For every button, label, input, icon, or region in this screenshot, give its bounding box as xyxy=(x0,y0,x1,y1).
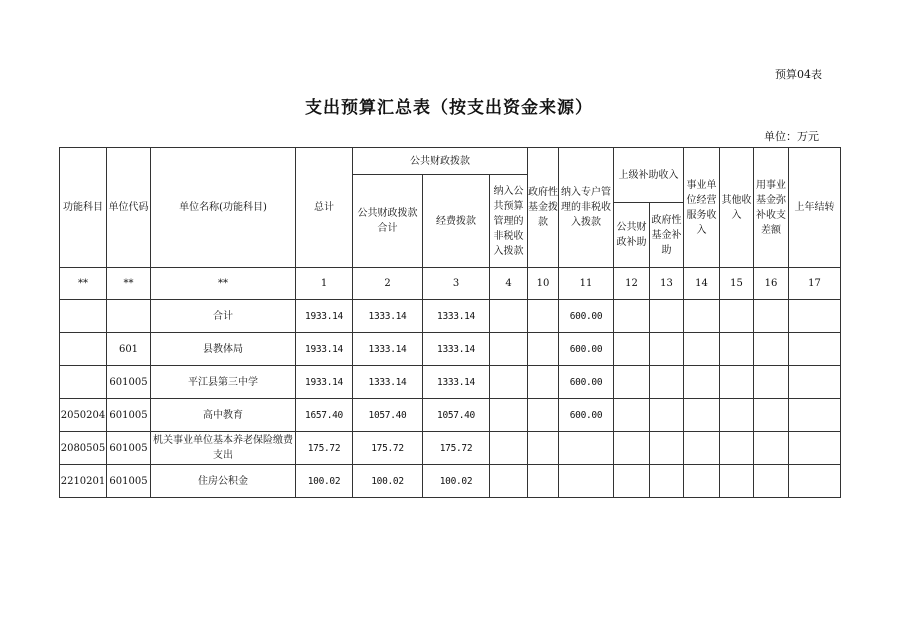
page-title: 支出预算汇总表（按支出资金来源） xyxy=(305,98,593,118)
cell-public-nontax xyxy=(490,333,528,366)
cell-upper-public xyxy=(614,399,650,432)
cell-unit-code: 601005 xyxy=(107,366,151,399)
cell-operating: 175.72 xyxy=(423,432,490,465)
cell-public-total: 1333.14 xyxy=(353,300,423,333)
cell-operating: 1057.40 xyxy=(423,399,490,432)
index-cell: 12 xyxy=(614,268,650,300)
header-public-group: 公共财政拨款 xyxy=(353,148,528,175)
cell-service xyxy=(684,399,720,432)
table-row xyxy=(60,465,841,498)
header-public-nontax: 纳入公共预算管理的非税收入拨款 xyxy=(490,175,528,268)
cell-upper-gov xyxy=(650,300,684,333)
cell-unit-name: 合计 xyxy=(151,300,296,333)
cell-other xyxy=(720,300,754,333)
table-row xyxy=(60,333,841,366)
cell-special-nontax xyxy=(559,465,614,498)
cell-gov-fund xyxy=(528,366,559,399)
cell-unit-name: 住房公积金 xyxy=(151,465,296,498)
cell-public-nontax xyxy=(490,465,528,498)
header-unit-name: 单位名称(功能科目) xyxy=(151,148,296,268)
header-service: 事业单位经营服务收入 xyxy=(684,148,720,268)
cell-service xyxy=(684,333,720,366)
cell-carryover xyxy=(789,333,841,366)
index-cell: ** xyxy=(151,268,296,300)
header-public-total: 公共财政拨款合计 xyxy=(353,175,423,268)
cell-func-code xyxy=(60,366,107,399)
cell-upper-public xyxy=(614,300,650,333)
cell-unit-code: 601005 xyxy=(107,399,151,432)
cell-total: 1933.14 xyxy=(296,333,353,366)
header-special-nontax: 纳入专户管理的非税收入拨款 xyxy=(559,148,614,268)
cell-service xyxy=(684,300,720,333)
cell-operating: 1333.14 xyxy=(423,366,490,399)
cell-fund-gap xyxy=(754,432,789,465)
cell-upper-gov xyxy=(650,432,684,465)
cell-upper-gov xyxy=(650,333,684,366)
cell-operating: 1333.14 xyxy=(423,333,490,366)
cell-other xyxy=(720,432,754,465)
cell-other xyxy=(720,399,754,432)
cell-total: 175.72 xyxy=(296,432,353,465)
header-fund-gap: 用事业基金弥补收支差额 xyxy=(754,148,789,268)
cell-unit-code: 601005 xyxy=(107,465,151,498)
cell-fund-gap xyxy=(754,399,789,432)
cell-public-total: 1333.14 xyxy=(353,366,423,399)
budget-table xyxy=(59,147,841,498)
index-cell: 17 xyxy=(789,268,841,300)
cell-special-nontax: 600.00 xyxy=(559,300,614,333)
header-operating: 经费拨款 xyxy=(423,175,490,268)
cell-public-nontax xyxy=(490,300,528,333)
cell-service xyxy=(684,465,720,498)
cell-special-nontax: 600.00 xyxy=(559,399,614,432)
unit-label: 单位：万元 xyxy=(764,130,819,143)
cell-fund-gap xyxy=(754,333,789,366)
cell-func-code: 2080505 xyxy=(60,432,107,465)
table-row xyxy=(60,300,841,333)
cell-carryover xyxy=(789,399,841,432)
cell-service xyxy=(684,366,720,399)
cell-special-nontax: 600.00 xyxy=(559,333,614,366)
header-unit-code: 单位代码 xyxy=(107,148,151,268)
cell-unit-code: 601005 xyxy=(107,432,151,465)
header-gov-fund: 政府性基金拨款 xyxy=(528,148,559,268)
cell-upper-gov xyxy=(650,465,684,498)
cell-public-total: 100.02 xyxy=(353,465,423,498)
cell-special-nontax xyxy=(559,432,614,465)
index-cell: 3 xyxy=(423,268,490,300)
cell-public-nontax xyxy=(490,432,528,465)
cell-public-nontax xyxy=(490,366,528,399)
cell-func-code: 2210201 xyxy=(60,465,107,498)
cell-carryover xyxy=(789,366,841,399)
cell-total: 100.02 xyxy=(296,465,353,498)
cell-upper-gov xyxy=(650,399,684,432)
cell-upper-public xyxy=(614,333,650,366)
table-row xyxy=(60,366,841,399)
index-cell: 14 xyxy=(684,268,720,300)
cell-upper-gov xyxy=(650,366,684,399)
index-cell: ** xyxy=(107,268,151,300)
cell-total: 1657.40 xyxy=(296,399,353,432)
cell-gov-fund xyxy=(528,333,559,366)
cell-unit-code xyxy=(107,300,151,333)
cell-func-code: 2050204 xyxy=(60,399,107,432)
index-cell: 4 xyxy=(490,268,528,300)
header-upper-public: 公共财政补助 xyxy=(614,203,650,268)
cell-service xyxy=(684,432,720,465)
index-cell: 16 xyxy=(754,268,789,300)
cell-fund-gap xyxy=(754,465,789,498)
cell-operating: 100.02 xyxy=(423,465,490,498)
cell-unit-name: 高中教育 xyxy=(151,399,296,432)
header-row-1 xyxy=(60,148,841,175)
cell-public-nontax xyxy=(490,399,528,432)
cell-upper-public xyxy=(614,432,650,465)
cell-public-total: 1057.40 xyxy=(353,399,423,432)
cell-total: 1933.14 xyxy=(296,366,353,399)
cell-gov-fund xyxy=(528,465,559,498)
header-carryover: 上年结转 xyxy=(789,148,841,268)
cell-operating: 1333.14 xyxy=(423,300,490,333)
header-upper-gov: 政府性基金补助 xyxy=(650,203,684,268)
header-upper-group: 上级补助收入 xyxy=(614,148,684,203)
cell-unit-name: 机关事业单位基本养老保险缴费支出 xyxy=(151,432,296,465)
cell-gov-fund xyxy=(528,432,559,465)
cell-other xyxy=(720,333,754,366)
form-number: 预算04表 xyxy=(775,68,822,81)
header-other: 其他收入 xyxy=(720,148,754,268)
header-func-code: 功能科目 xyxy=(60,148,107,268)
cell-carryover xyxy=(789,300,841,333)
cell-unit-code: 601 xyxy=(107,333,151,366)
cell-special-nontax: 600.00 xyxy=(559,366,614,399)
cell-gov-fund xyxy=(528,399,559,432)
index-cell: 13 xyxy=(650,268,684,300)
cell-fund-gap xyxy=(754,300,789,333)
cell-other xyxy=(720,465,754,498)
cell-public-total: 175.72 xyxy=(353,432,423,465)
index-cell: 10 xyxy=(528,268,559,300)
index-cell: 1 xyxy=(296,268,353,300)
cell-upper-public xyxy=(614,366,650,399)
cell-upper-public xyxy=(614,465,650,498)
cell-carryover xyxy=(789,465,841,498)
index-cell: 2 xyxy=(353,268,423,300)
cell-other xyxy=(720,366,754,399)
cell-fund-gap xyxy=(754,366,789,399)
cell-unit-name: 县教体局 xyxy=(151,333,296,366)
table-row xyxy=(60,432,841,465)
index-cell: ** xyxy=(60,268,107,300)
header-total: 总计 xyxy=(296,148,353,268)
cell-gov-fund xyxy=(528,300,559,333)
index-row xyxy=(60,268,841,300)
cell-unit-name: 平江县第三中学 xyxy=(151,366,296,399)
cell-func-code xyxy=(60,333,107,366)
cell-total: 1933.14 xyxy=(296,300,353,333)
table-body xyxy=(60,300,841,498)
cell-public-total: 1333.14 xyxy=(353,333,423,366)
index-cell: 15 xyxy=(720,268,754,300)
cell-carryover xyxy=(789,432,841,465)
table-row xyxy=(60,399,841,432)
cell-func-code xyxy=(60,300,107,333)
index-cell: 11 xyxy=(559,268,614,300)
